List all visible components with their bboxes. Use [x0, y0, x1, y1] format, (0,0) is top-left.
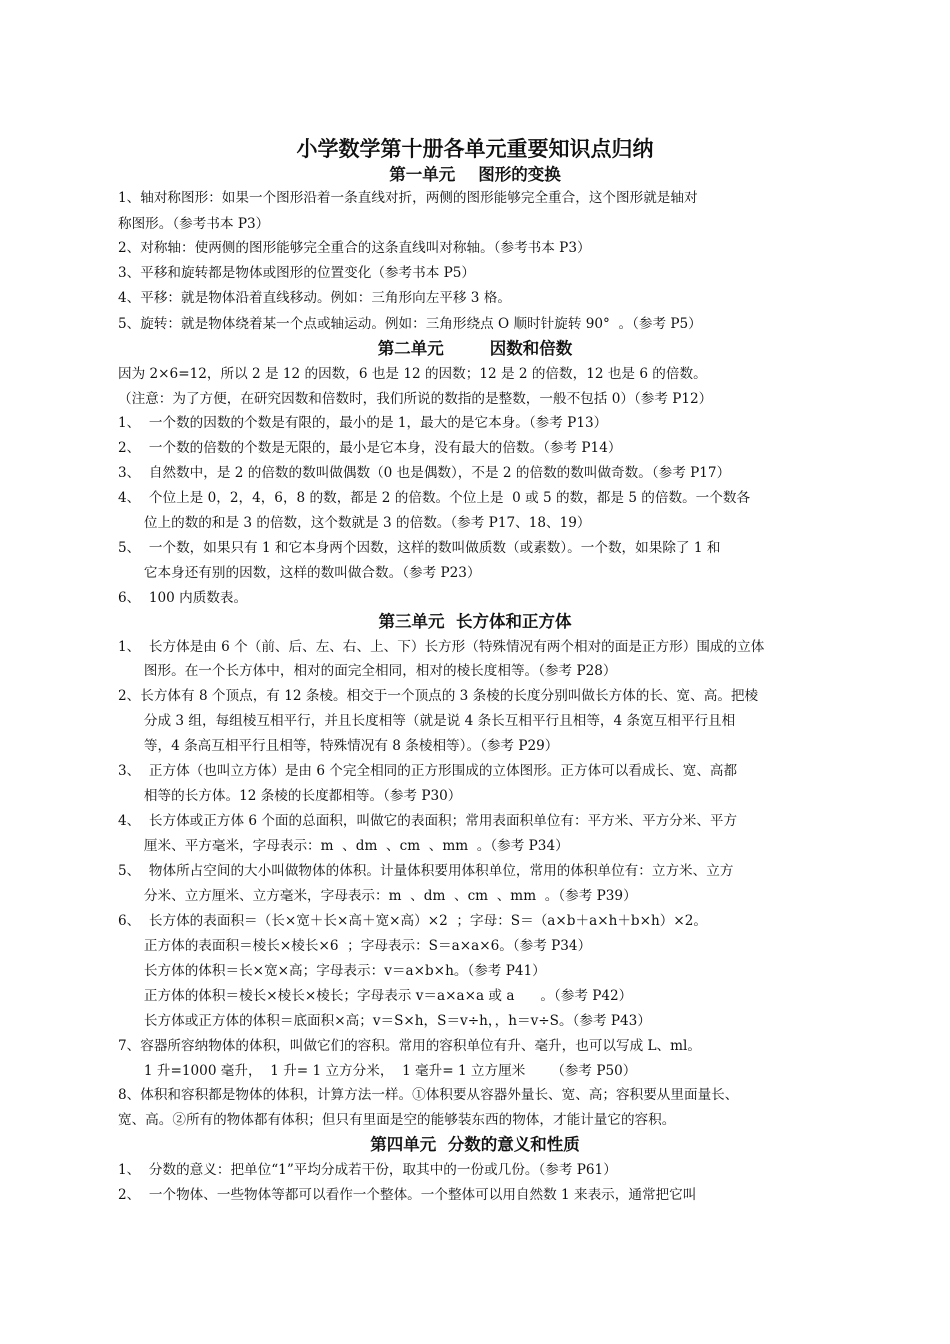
text-line: 因为 2×6=12，所以 2 是 12 的因数，6 也是 12 的因数；12 是 2 的倍数，12 也是 6 的倍数。: [118, 366, 707, 382]
text-line: （注意：为了方便，在研究因数和倍数时，我们所说的数指的是整数，一般不包括 0）（参考 P12）: [118, 391, 713, 407]
text-line: 长方体或正方体的体积＝底面积×高；v＝S×h，S＝v÷h，，h＝v÷S。（参考 P43）: [118, 1013, 651, 1029]
unit-heading: 第四单元 分数的意义和性质: [370, 1135, 580, 1154]
text-line: 1、轴对称图形：如果一个图形沿着一条直线对折，两侧的图形能够完全重合，这个图形就是轴对: [118, 190, 698, 206]
text-line: 3、 正方体（也叫立方体）是由 6 个完全相同的正方形围成的立体图形。正方体可以看成长、宽、高都: [118, 763, 738, 779]
text-line: 6、 长方体的表面积＝（长×宽＋长×高＋宽×高）×2 ；字母：S＝（a×b＋a×h＋b×h）×2。: [118, 913, 708, 929]
text-line: 图形。在一个长方体中，相对的面完全相同，相对的棱长度相等。（参考 P28）: [118, 663, 617, 679]
text-line: 2、 一个物体、一些物体等都可以看作一个整体。一个整体可以用自然数 1 来表示，通常把它叫: [118, 1187, 697, 1203]
text-line: 7、容器所容纳物体的体积，叫做它们的容积。常用的容积单位有升、毫升，也可以写成 L、ml。: [118, 1038, 701, 1054]
text-line: 1、 分数的意义：把单位“1”平均分成若干份，取其中的一份或几份。（参考 P61）: [118, 1162, 617, 1178]
text-line: 6、 100 内质数表。: [118, 590, 248, 606]
text-line: 宽、高。②所有的物体都有体积；但只有里面是空的能够装东西的物体，才能计量它的容积。: [118, 1112, 676, 1128]
text-line: 分成 3 组，每组棱互相平行，并且长度相等（就是说 4 条长互相平行且相等，4 条宽互相平行且相: [118, 713, 736, 729]
unit-heading: 第一单元 图形的变换: [389, 165, 561, 184]
text-line: 厘米、平方毫米，字母表示：m 、dm 、cm 、mm 。（参考 P34）: [118, 838, 569, 854]
text-line: 5、旋转：就是物体绕着某一个点或轴运动。例如：三角形绕点 O 顺时针旋转 90° 。（参考 P5）: [118, 316, 702, 332]
text-line: 5、 一个数，如果只有 1 和它本身两个因数，这样的数叫做质数（或素数）。一个数，如果除了 1 和: [118, 540, 721, 556]
text-line: 4、 长方体或正方体 6 个面的总面积，叫做它的表面积；常用表面积单位有：平方米、平方分米、平方: [118, 813, 738, 829]
text-line: 1 升=1000 毫升， 1 升= 1 立方分米， 1 毫升= 1 立方厘米 （参考 P50）: [118, 1063, 637, 1079]
text-line: 2、 一个数的倍数的个数是无限的，最小是它本身，没有最大的倍数。（参考 P14）: [118, 440, 622, 456]
text-line: 2、对称轴：使两侧的图形能够完全重合的这条直线叫对称轴。（参考书本 P3）: [118, 240, 591, 256]
text-line: 等，4 条高互相平行且相等，特殊情况有 8 条棱相等）。（参考 P29）: [118, 738, 559, 754]
text-line: 1、 长方体是由 6 个（前、后、左、右、上、下）长方形（特殊情况有两个相对的面是正方形）围成的立体: [118, 639, 765, 655]
text-line: 它本身还有别的因数，这样的数叫做合数。（参考 P23）: [118, 565, 481, 581]
text-line: 2、长方体有 8 个顶点，有 12 条棱。相交于一个顶点的 3 条棱的长度分别叫做长方体的长、宽、高。把棱: [118, 688, 759, 704]
text-line: 分米、立方厘米、立方毫米，字母表示：m 、dm 、cm 、mm 。（参考 P39）: [118, 888, 637, 904]
document-title: 小学数学第十册各单元重要知识点归纳: [296, 137, 654, 161]
text-line: 位上的数的和是 3 的倍数，这个数就是 3 的倍数。（参考 P17、18、19）: [118, 515, 591, 531]
text-line: 1、 一个数的因数的个数是有限的，最小的是 1，最大的是它本身。（参考 P13）: [118, 415, 608, 431]
text-line: 3、平移和旋转都是物体或图形的位置变化（参考书本 P5）: [118, 265, 476, 281]
unit-heading: 第二单元 因数和倍数: [377, 339, 573, 358]
unit-heading: 第三单元 长方体和正方体: [378, 612, 572, 631]
text-line: 称图形。（参考书本 P3）: [118, 216, 270, 232]
text-line: 长方体的体积＝长×宽×高；字母表示：v＝a×b×h。（参考 P41）: [118, 963, 546, 979]
text-line: 4、平移：就是物体沿着直线移动。例如：三角形向左平移 3 格。: [118, 290, 511, 306]
text-line: 正方体的表面积＝棱长×棱长×6 ；字母表示：S＝a×a×6。（参考 P34）: [118, 938, 592, 954]
text-line: 5、 物体所占空间的大小叫做物体的体积。计量体积要用体积单位，常用的体积单位有：立方米、立方: [118, 863, 734, 879]
text-line: 正方体的体积＝棱长×棱长×棱长；字母表示 v＝a×a×a 或 a 。（参考 P42）: [118, 988, 633, 1004]
text-line: 相等的长方体。12 条棱的长度都相等。（参考 P30）: [118, 788, 462, 804]
text-line: 3、 自然数中，是 2 的倍数的数叫做偶数（0 也是偶数），不是 2 的倍数的数叫做奇数。（参考 P17）: [118, 465, 731, 481]
text-line: 8、体积和容积都是物体的体积，计算方法一样。①体积要从容器外量长、宽、高；容积要从里面量长、: [118, 1087, 739, 1103]
text-line: 4、 个位上是 0，2，4，6，8 的数，都是 2 的倍数。个位上是 0 或 5 的数，都是 5 的倍数。一个数各: [118, 490, 751, 506]
